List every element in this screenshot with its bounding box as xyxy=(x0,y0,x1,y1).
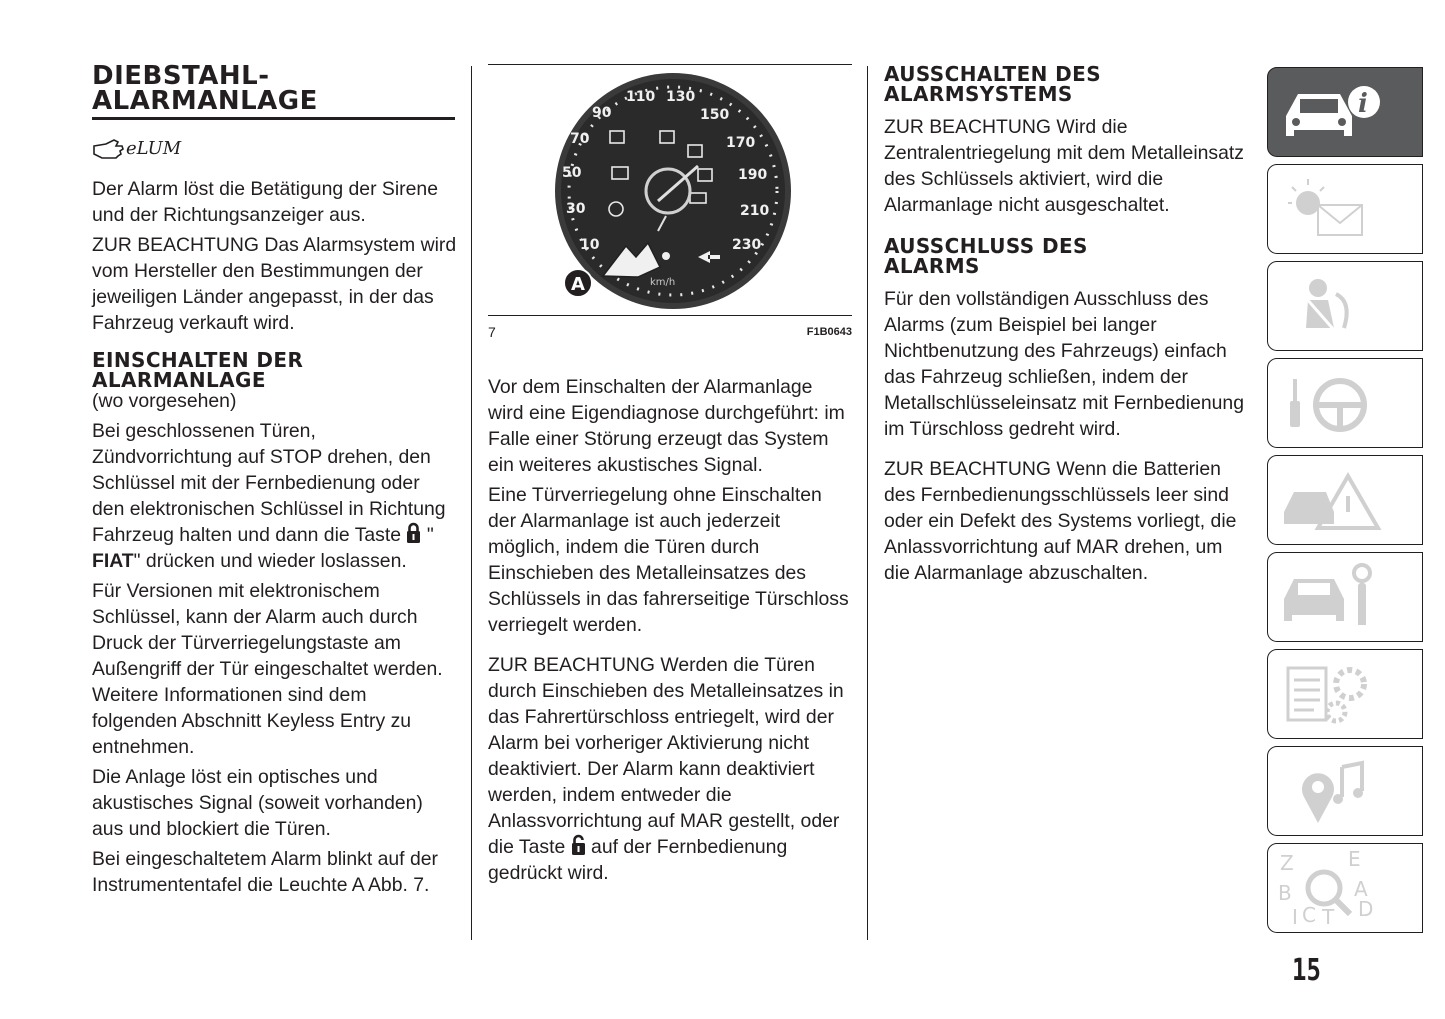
svg-text:190: 190 xyxy=(738,167,768,183)
tab-starting-driving[interactable] xyxy=(1267,358,1423,448)
figure-code: F1B0643 xyxy=(806,326,852,338)
subsection-note: (wo vorgesehen) xyxy=(92,390,237,412)
svg-text:70: 70 xyxy=(570,131,590,147)
column-1 xyxy=(92,60,457,902)
subsection-title: AUSSCHLUSS DES ALARMS xyxy=(884,234,1088,278)
svg-text:A: A xyxy=(571,274,585,295)
tab-safety[interactable] xyxy=(1267,261,1423,351)
technical-data-icon xyxy=(1278,656,1388,732)
svg-text:50: 50 xyxy=(562,165,582,181)
multimedia-icon xyxy=(1278,753,1388,829)
svg-text:C: C xyxy=(1302,903,1316,927)
paragraph: ZUR BEACHTUNG Das Alarmsystem wird vom Hersteller den Bestimmungen der jeweiligen Länder angepasst, in der das Fahrzeug verkauft wird. xyxy=(92,234,457,334)
paragraph: ZUR BEACHTUNG Wird die Zentralentriegelung mit dem Metalleinsatz des Schlüssels aktiviert, wird die Alarmanlage nicht ausgeschaltet. xyxy=(884,116,1244,216)
paragraph: Bei geschlossenen Türen, Zündvorrichtung auf STOP drehen, den Schlüssel mit der Fernbedienung oder den elektronischen Schlüssel in Richtung Fahrzeug halten und dann die Taste " FIAT" drücken und wieder loslassen. xyxy=(92,420,446,572)
column-2 xyxy=(488,64,852,890)
svg-text:130: 130 xyxy=(666,89,696,105)
index-search-icon xyxy=(1278,847,1388,929)
svg-text:230: 230 xyxy=(732,237,762,253)
title-underline xyxy=(92,117,455,120)
paragraph: Bei eingeschaltetem Alarm blinkt auf der Instrumententafel die Leuchte A Abb. 7. xyxy=(92,848,438,896)
speedometer-illustration xyxy=(548,71,798,311)
svg-text:T: T xyxy=(1322,905,1335,929)
svg-text:E: E xyxy=(1348,847,1361,871)
paragraph: ZUR BEACHTUNG Werden die Türen durch Einschieben des Metalleinsatzes in das Fahrertürschloss entriegelt, wird der Alarm bei vorheriger Aktivierung nicht deaktiviert. Der Alarm kann deaktiviert werden, indem entweder die Anlassvorrichtung auf MAR gestellt, oder die Taste auf der Fernbedienung gedrückt wird. xyxy=(488,654,844,884)
elum-logo xyxy=(92,132,457,166)
paragraph: ZUR BEACHTUNG Wenn die Batterien des Fernbedienungsschlüssels leer sind oder ein Defekt des Systems vorliegt, die Anlassvorrichtung auf MAR drehen, um die Alarmanlage abzuschalten. xyxy=(884,458,1237,584)
paragraph: Vor dem Einschalten der Alarmanlage wird eine Eigendiagnose durchgeführt: im Falle einer Störung erzeugt das System ein weiteres akustisches Signal. xyxy=(488,376,845,476)
svg-text:A: A xyxy=(1354,877,1368,901)
unlock-icon xyxy=(571,834,586,856)
figure-caption xyxy=(488,315,852,356)
svg-text:i: i xyxy=(1358,89,1368,119)
subsection-title: AUSSCHALTEN DES ALARMSYSTEMS xyxy=(884,62,1102,106)
tab-index[interactable] xyxy=(1267,843,1423,933)
page-number: 15 xyxy=(1292,953,1321,988)
column-3 xyxy=(884,64,1248,590)
svg-text:10: 10 xyxy=(580,237,600,253)
svg-text:150: 150 xyxy=(700,107,730,123)
tab-car-info[interactable] xyxy=(1267,67,1423,157)
svg-text:170: 170 xyxy=(726,135,756,151)
svg-text:90: 90 xyxy=(592,105,612,121)
pointing-hand-icon xyxy=(92,132,182,162)
svg-text:Z: Z xyxy=(1280,851,1294,875)
paragraph: Für Versionen mit elektronischem Schlüssel, kann der Alarm auch durch Druck der Türverriegelungstaste am Außengriff der Tür eingeschaltet werden. Weitere Informationen sind dem folgenden Abschnitt Keyless Entry zu entnehmen. xyxy=(92,580,443,758)
subsection-title: EINSCHALTEN DER ALARMANLAGE xyxy=(92,348,304,392)
figure-number: 7 xyxy=(488,324,496,340)
svg-text:I: I xyxy=(1292,905,1298,929)
svg-text:eLUM: eLUM xyxy=(126,138,182,159)
safety-airbag-icon xyxy=(1278,268,1388,344)
svg-text:B: B xyxy=(1278,881,1292,905)
svg-text:D: D xyxy=(1358,897,1374,921)
column-divider-left xyxy=(471,66,472,940)
svg-text:km/h: km/h xyxy=(650,277,676,288)
warning-lights-icon xyxy=(1278,171,1388,247)
paragraph: Eine Türverriegelung ohne Einschalten der Alarmanlage ist auch jederzeit möglich, indem die Türen durch Einschieben des Metalleinsatzes des Schlüssels in das fahrerseitige Türschloss verriegelt werden. xyxy=(488,484,849,636)
section-title: DIEBSTAHL- ALARMANLAGE xyxy=(92,61,318,116)
column-divider-right xyxy=(867,66,868,940)
lock-icon xyxy=(406,522,421,544)
emergency-icon xyxy=(1278,462,1388,538)
steering-wheel-key-icon xyxy=(1278,365,1388,441)
paragraph: Für den vollständigen Ausschluss des Alarms (zum Beispiel bei langer Nichtbenutzung des Fahrzeugs) einfach das Fahrzeug schließen, indem der Metallschlüsseleinsatz mit Fernbedienung im Türschloss gedreht wird. xyxy=(884,288,1244,440)
speedometer-figure xyxy=(488,64,852,315)
tab-warning-lights[interactable] xyxy=(1267,164,1423,254)
tab-multimedia[interactable] xyxy=(1267,746,1423,836)
svg-text:110: 110 xyxy=(626,89,656,105)
paragraph: Der Alarm löst die Betätigung der Sirene und der Richtungsanzeiger aus. xyxy=(92,178,438,226)
tab-emergency[interactable] xyxy=(1267,455,1423,545)
tab-maintenance[interactable] xyxy=(1267,552,1423,642)
svg-text:210: 210 xyxy=(740,203,770,219)
car-maintenance-icon xyxy=(1278,559,1388,635)
paragraph: Die Anlage löst ein optisches und akustisches Signal (soweit vorhanden) aus und blockiert die Türen. xyxy=(92,766,423,840)
car-info-icon xyxy=(1278,74,1388,150)
svg-text:30: 30 xyxy=(566,201,586,217)
tab-technical-data[interactable] xyxy=(1267,649,1423,739)
